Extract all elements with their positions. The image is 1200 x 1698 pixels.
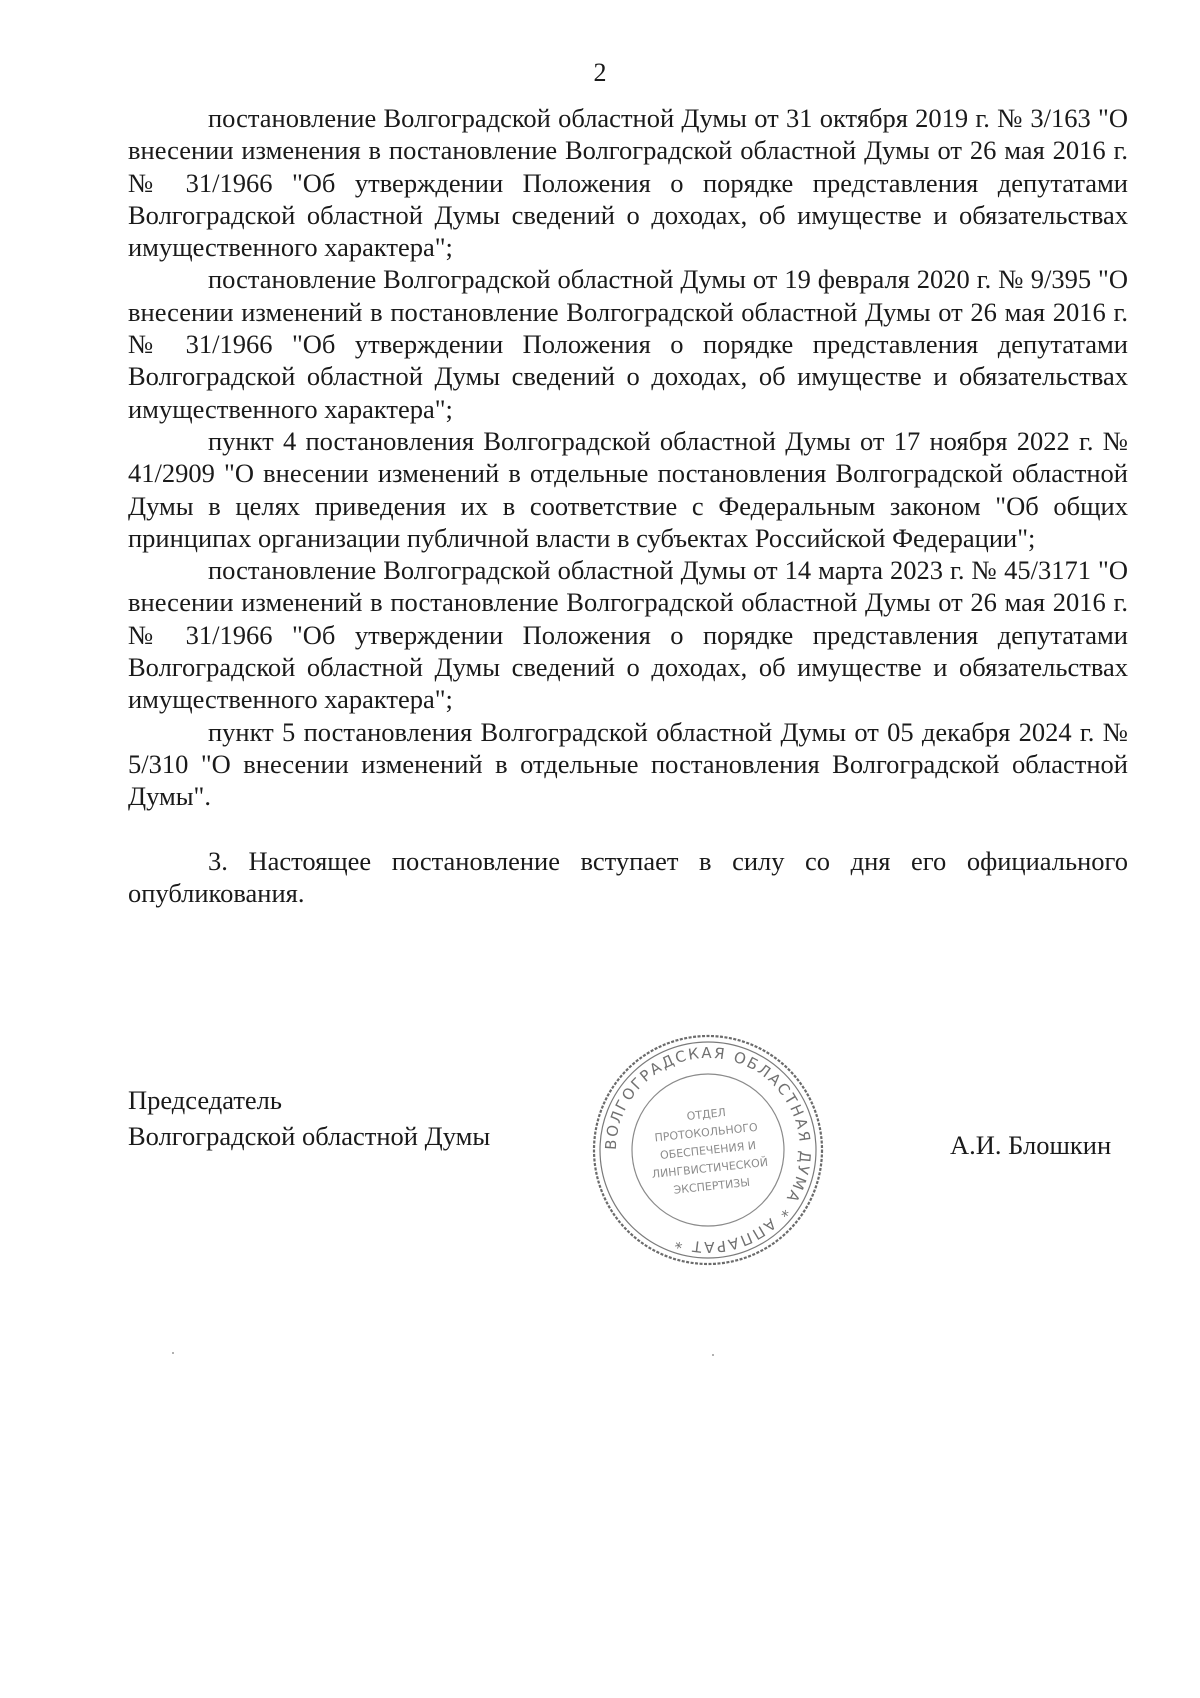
signature-title-line2: Волгоградской областной Думы [128,1121,491,1151]
signature-title [128,1082,490,1154]
scan-speck [172,1352,174,1354]
stamp-seal-icon [588,1030,828,1270]
stamp-outer-text: ВОЛГОГРАДСКАЯ ОБЛАСТНАЯ ДУМА * АППАРАТ * [601,1043,815,1257]
stamp-inner-line-1: ОТДЕЛ [686,1105,727,1123]
paragraph-entry-into-force: 3. Настоящее постановление вступает в силу со дня его официального опубликования. [128,845,1128,908]
stamp-inner-line-5: ЭКСПЕРТИЗЫ [672,1175,751,1197]
paragraph-resolution-2022: пункт 4 постановления Волгоградской областной Думы от 17 ноября 2022 г. № 41/2909 "О внесении изменений в отдельные постановления Волгоградской областной Думы в целях приведения их в соответствие с Федеральным законом "Об общих принципах организации публичной власти в субъектах Российской Федерации"; [128,425,1128,553]
paragraph-resolution-2023: постановление Волгоградской областной Думы от 14 марта 2023 г. № 45/3171 "О внесении изменений в постановление Волгоградской областной Думы от 26 мая 2016 г. № 31/1966 "Об утверждении Положения о порядке представления депутатами Волгоградской областной Думы сведений о доходах, об имуществе и обязательствах имущественного характера"; [128,555,1128,715]
stamp-inner-line-3: ОБЕСПЕЧЕНИЯ И [659,1138,757,1163]
paragraph-resolution-2019: постановление Волгоградской областной Думы от 31 октября 2019 г. № 3/163 "О внесении изменения в постановление Волгоградской областной Думы от 26 мая 2016 г. № 31/1966 "Об утверждении Положения о порядке представления депутатами Волгоградской областной Думы сведений о доходах, об имуществе и обязательствах имущественного характера"; [128,103,1128,263]
official-stamp [588,1030,828,1270]
document-body [128,102,1128,909]
scan-speck [712,1354,714,1356]
stamp-inner-line-4: ЛИНГВИСТИЧЕСКОЙ [651,1155,769,1181]
signature-title-line1: Председатель [128,1085,282,1115]
page-number: 2 [593,58,607,87]
paragraph-resolution-2020: постановление Волгоградской областной Думы от 19 февраля 2020 г. № 9/395 "О внесении изменений в постановление Волгоградской областной Думы от 26 мая 2016 г. № 31/1966 "Об утверждении Положения о порядке представления депутатами Волгоградской областной Думы сведений о доходах, об имуществе и обязательствах имущественного характера"; [128,264,1128,424]
signer-name: А.И. Блошкин [950,1130,1112,1160]
stamp-inner-line-2: ПРОТОКОЛЬНОГО [654,1120,759,1145]
paragraph-resolution-2024: пункт 5 постановления Волгоградской областной Думы от 05 декабря 2024 г. № 5/310 "О внесении изменений в отдельные постановления Волгоградской областной Думы". [128,716,1128,812]
